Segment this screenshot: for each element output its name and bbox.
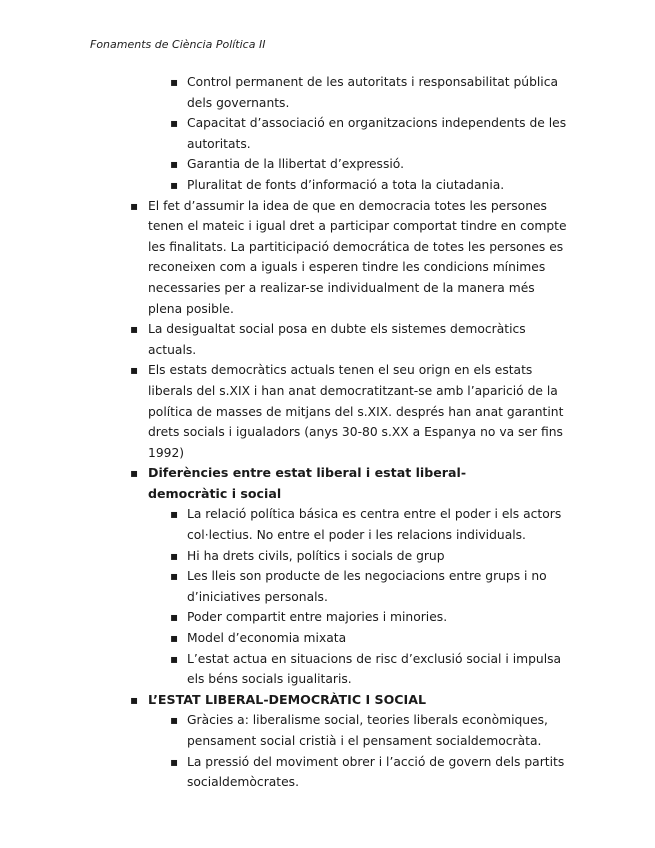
bullet-icon: ▪	[130, 322, 139, 337]
list-item-text: Gràcies a: liberalisme social, teories liberals econòmiques, pensament social cristià i el pensament socialdemocràta.	[187, 713, 548, 748]
bullet-icon: ▪	[130, 692, 139, 707]
list-item-text: Poder compartit entre majories i minories.	[187, 610, 448, 625]
list-item	[0, 196, 572, 320]
list-item-text: Capacitat d’associació en organitzacions independents de les autoritats.	[187, 116, 567, 151]
list-item	[0, 319, 572, 360]
bullet-icon: ▪	[170, 75, 179, 89]
list-item	[0, 72, 567, 113]
bullet-icon: ▪	[170, 507, 179, 522]
section-heading-text: L’ESTAT LIBERAL-DEMOCRÀTIC I SOCIAL	[148, 691, 427, 707]
section-heading-differences	[0, 463, 540, 504]
list-item	[0, 607, 567, 628]
list-item	[0, 628, 567, 649]
list-item	[0, 546, 567, 567]
bullet-icon: ▪	[170, 157, 179, 172]
list-item	[0, 649, 567, 690]
list-item-text: L’estat actua en situacions de risc d’exclusió social i impulsa els béns socials igualitaris.	[187, 651, 562, 687]
bullet-icon: ▪	[170, 177, 179, 192]
page-header-title: Fonaments de Ciència Política II	[90, 38, 266, 51]
list-item	[0, 175, 567, 196]
bullet-icon: ▪	[170, 754, 179, 769]
bullet-icon: ▪	[170, 569, 179, 584]
bullet-icon: ▪	[130, 198, 139, 213]
bullet-icon: ▪	[170, 631, 179, 646]
list-item-text: Model d’economia mixata	[187, 631, 347, 646]
list-item-text: Control permanent de les autoritats i responsabilitat pública dels governants.	[187, 75, 559, 110]
bullet-icon: ▪	[170, 548, 179, 563]
list-item-text: Garantia de la llibertat d’expressió.	[187, 157, 404, 172]
list-item-text: La relació política básica es centra entre el poder i els actors col·lectius. No entre el poder i les relacions individuals.	[187, 507, 562, 543]
list-item	[0, 360, 572, 463]
list-item	[0, 752, 567, 793]
list-item	[0, 113, 567, 154]
list-item	[0, 154, 567, 175]
list-item-text: Les lleis son producte de les negociacions entre grups i no d’iniciatives personals.	[187, 569, 547, 604]
bullet-icon: ▪	[170, 116, 179, 131]
list-item-text: Els estats democràtics actuals tenen el seu orign en els estats liberals del s.XIX i han anat democratitzant-se amb l’aparició de la política de masses de mitjans del s.XIX. després han anat garantint drets socials i igualadors (anys 30-80 s.XX a Espanya no va ser fins 1992)	[148, 363, 564, 460]
bullet-icon: ▪	[170, 610, 179, 625]
document-body	[0, 72, 655, 793]
list-item	[0, 566, 567, 607]
section-heading-estat-liberal	[0, 690, 540, 711]
list-item-text: El fet d’assumir la idea de que en democracia totes les persones tenen el mateic i igual dret a participar comportat tindre en compte les finalitats. La partiticipació democrática de totes les persones es reconeixen com a iguals i esperen tindre les condicions mínimes necessaries per a realizar-se individualment de la manera més plena posible.	[148, 198, 567, 316]
list-item-text: Pluralitat de fonts d’informació a tota la ciutadania.	[187, 177, 505, 192]
list-item	[0, 710, 567, 751]
bullet-icon: ▪	[130, 363, 139, 378]
list-item	[0, 504, 567, 545]
bullet-icon: ▪	[130, 466, 139, 481]
bullet-icon: ▪	[170, 713, 179, 728]
list-item-text: La pressió del moviment obrer i l’acció de govern dels partits socialdemòcrates.	[187, 754, 565, 790]
list-item-text: Hi ha drets civils, polítics i socials de grup	[187, 548, 445, 563]
section-heading-text: Diferències entre estat liberal i estat liberal-democràtic i social	[148, 465, 467, 501]
list-item-text: La desigualtat social posa en dubte els sistemes democràtics actuals.	[148, 322, 526, 357]
bullet-icon: ▪	[170, 651, 179, 666]
